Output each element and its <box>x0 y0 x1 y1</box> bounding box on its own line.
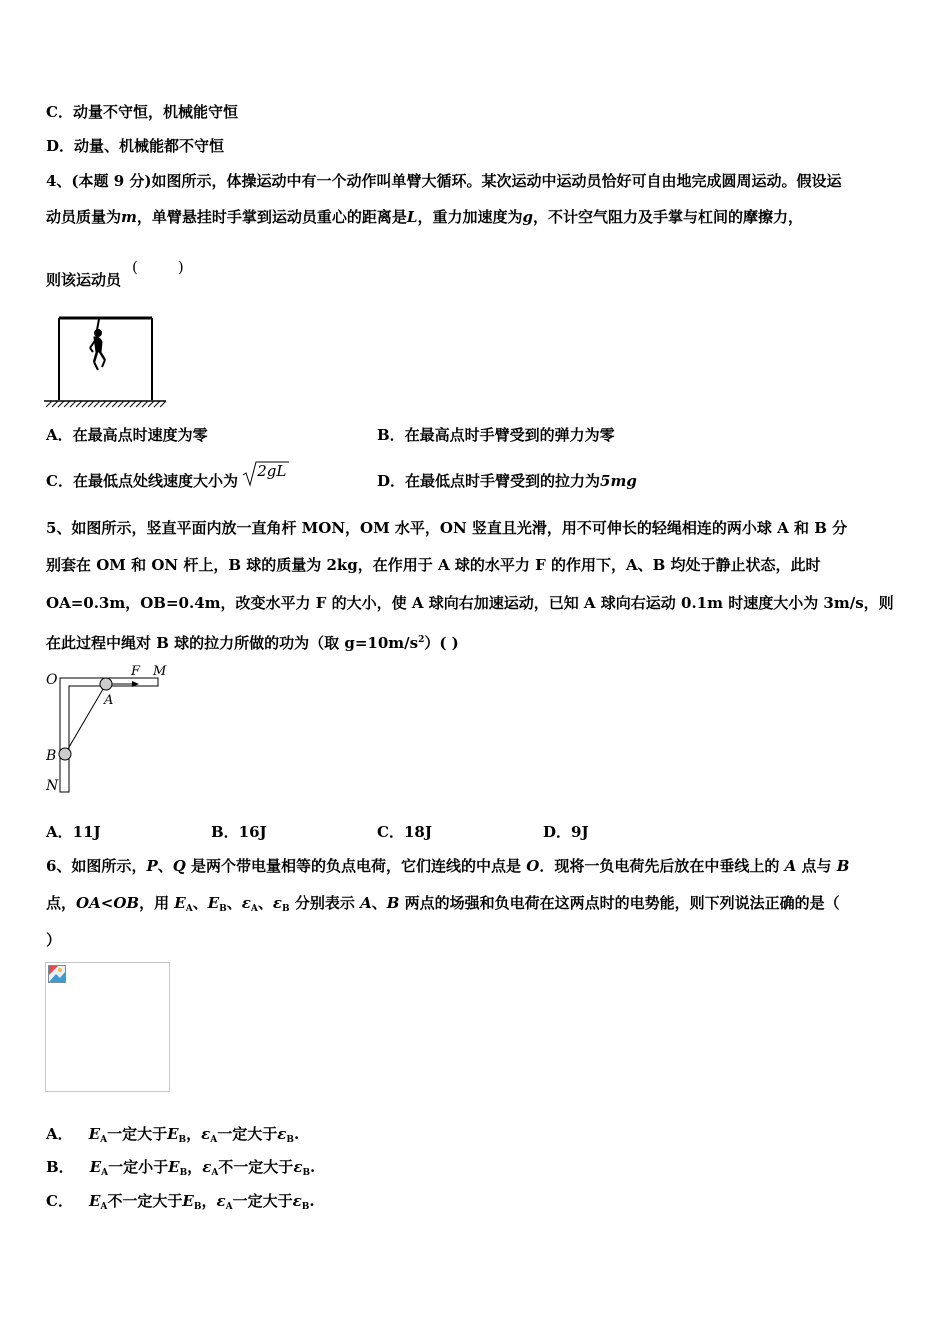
q6-stem-line2: 点，OA<OB，用 $E_A$、$E_B$、$\varepsilon_A$、$\varepsilon_B$ 分别表示 A、B 两点的场强和负电荷在这两点时的电势能，则下列说法正确的是（ <box>46 894 840 914</box>
svg-text:B: B <box>46 748 57 764</box>
broken-image-icon <box>48 965 66 983</box>
q5-option-a: A．11J <box>46 823 101 841</box>
gymnast-silhouette <box>90 319 105 370</box>
q4-figure-horizontal-bar <box>44 312 168 410</box>
q4-stem-line3: 则该运动员 <box>46 271 122 289</box>
svg-text:A: A <box>104 693 114 708</box>
q5-stem-line4: 在此过程中绳对 B 球的拉力所做的功为（取 $g=10m/s^2$）( ) <box>46 634 459 652</box>
q6-stem-line1: 6、如图所示，P、Q 是两个带电量相等的负点电荷，它们连线的中点是 O．现将一负电荷先后放在中垂线上的 A 点与 B <box>46 857 850 875</box>
q6-stem-line3: ） <box>46 931 62 949</box>
q4-option-b: B．在最高点时手臂受到的弹力为零 <box>377 426 615 444</box>
ball-a <box>100 678 112 690</box>
q4-option-a: A．在最高点时速度为零 <box>46 426 208 444</box>
q3-option-d: D．动量、机械能都不守恒 <box>46 137 225 155</box>
q4-stem-line2: 动员质量为m，单臂悬挂时手掌到运动员重心的距离是L，重力加速度为g，不计空气阻力及手掌与杠间的摩擦力， <box>46 208 803 226</box>
q6-option-c: C． $E_A$不一定大于$E_B$，$\varepsilon_A$一定大于$\varepsilon_B$. <box>46 1192 315 1212</box>
q5-stem-line1: 5、如图所示，竖直平面内放一直角杆 MON，OM 水平，ON 竖直且光滑，用不可伸长的轻绳相连的两小球 A 和 B 分 <box>46 519 848 537</box>
q5-figure-right-angle-rod <box>40 662 180 802</box>
q6-option-a: A． $E_A$一定大于$E_B$，$\varepsilon_A$一定大于$\varepsilon_B$. <box>46 1125 300 1145</box>
q4-answer-bracket: ( ) <box>132 258 184 276</box>
q4-option-d: D．在最低点时手臂受到的拉力为5mg <box>377 472 637 490</box>
svg-text:F: F <box>131 664 141 679</box>
q5-option-d: D．9J <box>543 823 589 841</box>
q5-stem-line3: OA=0.3m，OB=0.4m，改变水平力 F 的大小，使 A 球向右加速运动，已知 A 球向右运动 0.1m 时速度大小为 3m/s，则 <box>46 594 894 612</box>
svg-text:N: N <box>46 778 59 794</box>
q6-option-b: B． $E_A$一定小于$E_B$，$\varepsilon_A$不一定大于$\varepsilon_B$. <box>46 1158 316 1178</box>
q5-option-c: C．18J <box>377 823 432 841</box>
svg-text:M: M <box>153 664 167 679</box>
ball-b <box>59 748 71 760</box>
svg-text:O: O <box>46 672 58 688</box>
q3-option-c: C．动量不守恒，机械能守恒 <box>46 103 238 121</box>
q5-option-b: B．16J <box>211 823 267 841</box>
q4-stem-line1: 4、(本题 9 分)如图所示，体操运动中有一个动作叫单臂大循环。某次运动中运动员恰好可自由地完成圆周运动。假设运 <box>46 172 842 190</box>
q5-stem-line2: 别套在 OM 和 ON 杆上，B 球的质量为 2kg，在作用于 A 球的水平力 F 的作用下，A、B 均处于静止状态，此时 <box>46 556 821 574</box>
q6-figure-broken-image <box>45 962 170 1092</box>
q4-option-c: C．在最低点处线速度大小为 2gL <box>46 471 291 491</box>
